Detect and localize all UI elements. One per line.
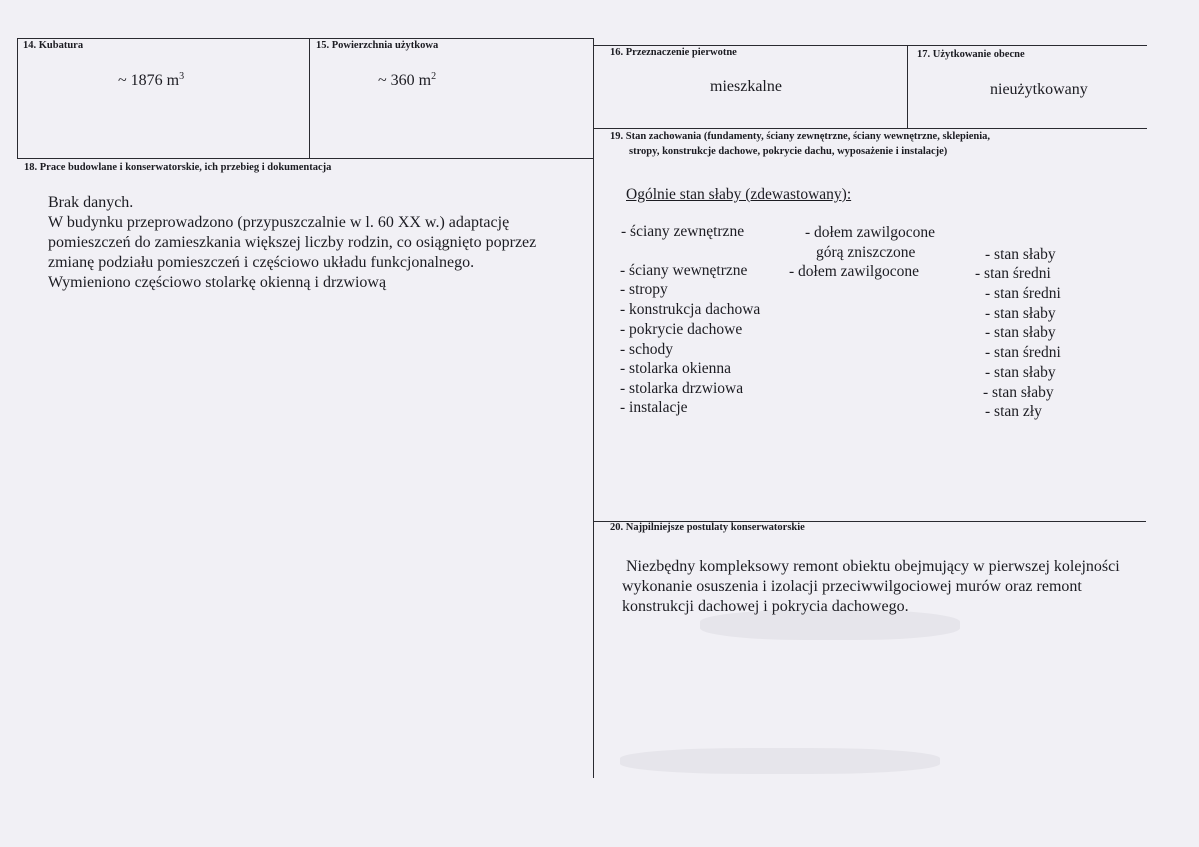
element-state: - stan słaby	[985, 324, 1056, 341]
element-note: górą zniszczone	[816, 244, 916, 261]
element-state: - stan słaby	[985, 246, 1056, 263]
divider-16-17	[907, 45, 908, 128]
element-item: - ściany zewnętrzne	[621, 223, 745, 240]
postulaty-line: wykonanie osuszenia i izolacji przeciwwilgociowej murów oraz remont	[622, 578, 1082, 595]
uzytkowanie-label: 17. Użytkowanie obecne	[917, 49, 1025, 60]
element-state: - stan słaby	[985, 305, 1056, 322]
element-state: - stan słaby	[985, 364, 1056, 381]
element-item: - stolarka okienna	[620, 360, 732, 377]
kubatura-label: 14. Kubatura	[23, 40, 84, 51]
element-state: - stan średni	[985, 344, 1061, 361]
prace-line: pomieszczeń do zamieszkania większej liczby rodzin, co osiągnięto poprzez	[48, 234, 537, 251]
uzytkowanie-value: nieużytkowany	[990, 81, 1088, 98]
postulaty-label: 20. Najpilniejsze postulaty konserwatorskie	[610, 522, 805, 533]
element-item: - konstrukcja dachowa	[620, 301, 761, 318]
prace-line: Brak danych.	[48, 194, 134, 211]
element-state: - stan średni	[975, 265, 1051, 282]
przeznaczenie-value: mieszkalne	[710, 78, 782, 95]
element-note: - dołem zawilgocone	[789, 263, 919, 280]
element-note: - dołem zawilgocone	[805, 224, 935, 241]
prace-line: W budynku przeprowadzono (przypuszczalnie w l. 60 XX w.) adaptację	[48, 214, 510, 231]
kubatura-unit-exponent: 3	[179, 71, 185, 82]
row-19-border	[594, 128, 1147, 129]
element-state: - stan słaby	[983, 384, 1054, 401]
element-item: - schody	[620, 341, 673, 358]
element-item: - pokrycie dachowe	[620, 321, 743, 338]
postulaty-line: Niezbędny kompleksowy remont obiektu obejmujący w pierwszej kolejności	[626, 558, 1120, 575]
kubatura-value	[118, 71, 184, 90]
kubatura-number: ~ 1876 m	[118, 72, 180, 89]
stan-zachowania-label-2: stropy, konstrukcje dachowe, pokrycie dachu, wyposażenie i instalacje)	[629, 146, 948, 157]
postulaty-line: konstrukcji dachowej i pokrycia dachowego.	[622, 598, 909, 615]
powierzchnia-number: ~ 360 m	[378, 72, 432, 89]
divider-14-15	[309, 38, 310, 158]
top-left-border	[17, 38, 593, 39]
prace-line: Wymieniono częściowo stolarkę okienną i drzwiową	[48, 274, 387, 291]
element-item: - instalacje	[620, 399, 688, 416]
prace-budowlane-label: 18. Prace budowlane i konserwatorskie, ich przebieg i dokumentacja	[24, 162, 332, 173]
row-18-border	[17, 158, 593, 159]
scan-smudge	[620, 748, 940, 774]
element-item: - stolarka drzwiowa	[620, 380, 744, 397]
element-item: - stropy	[620, 281, 668, 298]
element-state: - stan średni	[985, 285, 1061, 302]
stan-zachowania-label-1: 19. Stan zachowania (fundamenty, ściany zewnętrzne, ściany wewnętrzne, sklepienia,	[610, 131, 991, 142]
prace-line: zmianę podziału pomieszczeń i częściowo układu funkcjonalnego.	[48, 254, 475, 271]
stan-ogolny-heading: Ogólnie stan słaby (zdewastowany):	[626, 186, 852, 203]
main-vertical-divider	[593, 38, 594, 778]
element-state: - stan zły	[985, 403, 1042, 420]
powierzchnia-label: 15. Powierzchnia użytkowa	[316, 40, 439, 51]
powierzchnia-value	[378, 71, 436, 90]
powierzchnia-unit-exponent: 2	[431, 71, 437, 82]
left-border	[17, 38, 18, 158]
element-item: - ściany wewnętrzne	[620, 262, 748, 279]
przeznaczenie-label: 16. Przeznaczenie pierwotne	[610, 47, 737, 58]
top-right-border	[594, 45, 1147, 46]
